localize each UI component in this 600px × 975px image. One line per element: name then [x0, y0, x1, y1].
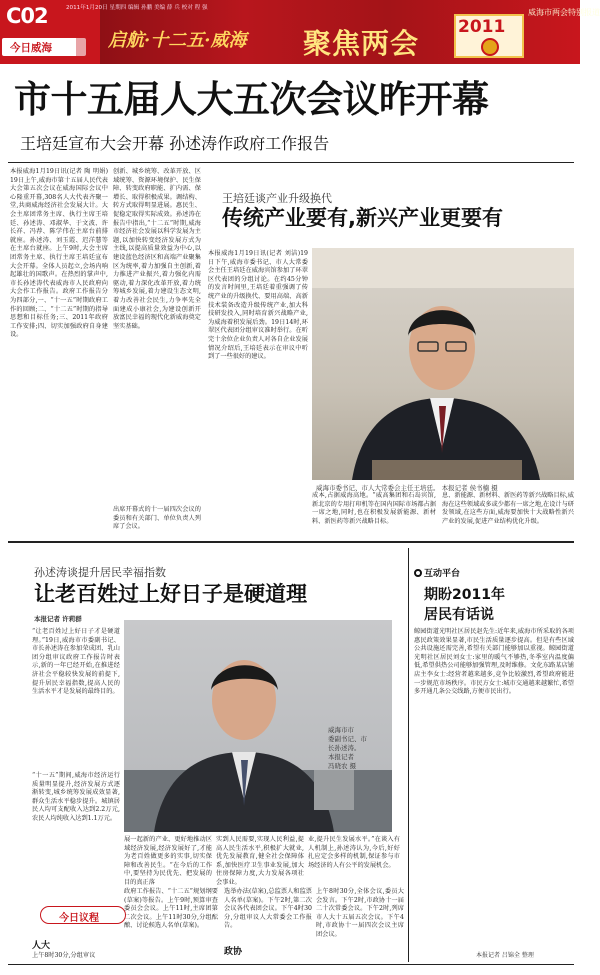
lead-column-3: 出席开幕式的十一届四次会议的委员和有关部门、单位负责人列席了会议。 [113, 506, 201, 531]
section-name: 今日威海 [10, 42, 52, 54]
feature1-kicker: 王培廷谈产业升级换代 [222, 192, 332, 205]
lead-column-2: 创新、城乡统筹、改革开放、区域统筹、资源环境保护、民生保障、转变政府职能、扩内需、保增长、取得积极成果。调结构、转方式取得明显进展。惠民生、促稳定取得实际成效。孙述涛在报告中指出,“十二五”时期,威海市经济社会发展以科学发展为主题,以加快转变经济发展方式为主线,以提高质量效益为中心,以建设蓝色经济区和高端产业聚集区为统率,着力加强自主创新,着力推进产业振兴,着力强化内需驱动,着力深化改革开放,着力统筹城乡发展,着力建设生态文明,着力改善社会民生,力争率先全面建成小康社会,为建设创新开放富民幸福的现代化新威海奠定坚实基础。 [113, 168, 201, 330]
feature1-caption: 威海市委书记、市人大常委会主任王培廷。 本报记者 侯书楠 摄 [316, 484, 498, 492]
feature2-column-5: 业,提升民生发展水平。”在谈入有人机制上,孙述涛认为,今后,好好扎应定会多样的机制,保证参与市场经济的人有公平的发展机会。 [308, 836, 400, 869]
feature2-caption-line: 委副书记、市 [328, 735, 367, 743]
sidebar-title-1: 期盼2011年 [424, 587, 505, 603]
lead-headline: 市十五届人大五次会议昨开幕 [14, 78, 489, 121]
feature2-column-1: “让老百姓过上好日子才是硬道理。”19日,威海市市委副书记、市长孙述涛在参加荣成团、乳山团分组审议政府工作报告时表示,新的一年已经开始,在推进经济社会平稳较快发展的前提下,提升居民幸福指数,提高人民的生活水平才是发展的最终目的。 [32, 628, 120, 696]
sidebar-title-2: 居民有话说 [424, 607, 494, 623]
agenda-group-line: 上午8时30分,分组审议 [32, 952, 96, 959]
year-badge [454, 14, 524, 58]
agenda-group-label: 人大 [32, 941, 51, 951]
agenda-title: 今日议程 [59, 913, 99, 924]
lead-divider [8, 162, 574, 163]
feature2-caption-line: 本报记者 [328, 753, 354, 761]
agenda-column-2: 选举办法(草案),总监票人和监票人名单(草案)。下午2时,第二次会议各代表团会议。下午4时30分,分组审议人大常委会工作报告。 [224, 888, 312, 930]
year-text: 2011 [458, 17, 506, 37]
feature2-byline: 本报记者 许莉群 [34, 615, 82, 623]
section-tab [2, 38, 86, 56]
feature1-column-3: 息、新能源、新材料、新医药等新兴战略目标,威海在这些领域或多或少都有一席之地,在设计与研发领域,在这些方面,威海要加快十大战略性新兴产业的发展,促进产业结构优化升级。 [442, 492, 574, 525]
sidebar-byline: 本报记者 吕锦全 整理 [476, 952, 534, 959]
section-divider [8, 541, 574, 543]
lead-subhead: 王培廷宣布大会开幕 孙述涛作政府工作报告 [20, 134, 330, 153]
agenda-group-label-2: 政协 [224, 947, 243, 957]
agenda-banner [40, 906, 126, 924]
portrait-illustration [312, 248, 574, 480]
feature2-caption-line: 长孙述涛。 [328, 744, 361, 752]
feature2-caption [328, 726, 392, 771]
sidebar-divider [408, 548, 409, 962]
sidebar-section-text: 互动平台 [424, 569, 461, 579]
feature2-kicker: 孙述涛谈提升居民幸福指数 [34, 566, 166, 579]
feature2-caption-line: 冯晓农 摄 [328, 762, 357, 770]
feature1-column-1: 本报威海1月19日讯(记者 刘洁)19日下午,威海市委书记、市人大常委会主任王培廷在威海宾馆参加了环翠区代表团的分组讨论。在约45分钟的发言时间里,王培廷着重强调了传统产业的升级换代、要用高端、高新技术装备改造升级传统产业,加大科技研发投入,同时培育新兴战略产业,为威海着积发展后劲。19日14时,环翠区代表团分组审议准时举行。在听完十余位企业负责人对各自企业发展情况介绍后,王培廷表示在审议中听到了一些很好的建议。 [208, 250, 308, 361]
column-title: 聚焦两会 [303, 27, 420, 60]
feature2-caption-line: 威海市市 [328, 726, 354, 734]
feature2-headline: 让老百姓过上好日子是硬道理 [34, 582, 307, 606]
masthead-rail: 威海市两会特别报道 [528, 8, 600, 17]
masthead [0, 0, 600, 64]
page-number: C02 [6, 4, 48, 28]
date-line: 2011年1月20日 星期四 编辑 孙鹏 美编 薛 兵 校对 程 强 [66, 5, 208, 11]
sidebar-body: 鲸园街道光明社区居民赵先生:近年来,威海市所采取的各项惠民政策效果显著,市民生活质量逐步提高。但是有些区域公共设施还需完善,希望有关部门能够加以重视。鲸园街道光明社区居民刘女士:家里的暖气不够热,冬季室内温度偏低,希望供热公司能够加强管理,及时维修。文化东路某店铺店主李女士:经营者越来越多,竞争比较激烈,希望政府能进一步规范市场秩序。市民方女士:城市交通越来越繁忙,希望多开通几条公交线路,方便市民出行。 [414, 628, 574, 696]
bottom-rule [8, 964, 574, 965]
feature2-column-4: 实到人民需要,实现人民利益,提高人民生活水平,积极扩大就业,优先发展教育,健全社会保障体系,加快医疗卫生事业发展,加大住房保障力度,大力发展各项社会事业。 [216, 836, 304, 886]
emblem-icon [481, 38, 499, 56]
feature2-column-2: “十一五”期间,威海市经济运行质量明显提升,经济发展方式逐渐转变,城乡统筹发展成效显著,群众生活水平稳步提升。城镇居民人均可支配收入达到2.2万元,农民人均纯收入达到1.1万元。 [32, 772, 120, 822]
agenda-column-1: 政府工作报告、“十二五”规划纲要(草案)等报告。上午9时,预算审查委员会会议。上午11时,主席团第二次会议。上午11时30分,分组酝酿、讨论候选人名单(草案)。 [124, 888, 218, 930]
sidebar-section-label [414, 566, 460, 579]
slogan: 启航·十二五·威海 [108, 30, 247, 51]
agenda-column-3: 上午8时30分,全体会议,委员大会发言。下午2时,市政协十一届二十次常委会议。下午2时,列席市人大十五届五次会议。下午4时,市政协十一届四次会议主席团会议。 [316, 888, 404, 938]
feature2-column-3: 展一起新的产业、更好地推动区域经济发展,经济发展好了,才能为老百姓做更多的实事,切实保障和改善民生。“在今后的工作中,要坚持为民优先、把发展的目的真正落 [124, 836, 212, 886]
circle-icon [414, 569, 422, 577]
lead-column-1: 本报威海1月19日讯(记者 陶 明娟)19日上午,威海市第十五届人民代表大会第五次会议在威海国际会议中心隆重开幕,308名人大代表齐聚一堂,共商威海经济社会发展大计。大会主席团常务主席、执行主席王培廷、孙述涛、邓淑华、于文波、许长祥、冯荐、陈学伟在主席台前排就座。孙述涛、刘玉霞、迟洋慧等在主席台就座。上午9时,大会主席团常务主席、执行主席王培廷宣布大会开幕。全体人员起立,会场内响起雄壮的国歌声。在热烈的掌声中,市长孙述涛代表威海市人民政府向大会作工作报告。政府工作报告分为四部分,一、“十一五”时期政府工作的回顾;二、“十二五”时期的指导思想和目标任务;三、2011年政府工作安排;四、切实加强政府自身建设。 [10, 168, 108, 339]
feature1-headline: 传统产业要有,新兴产业更要有 [222, 206, 503, 230]
feature1-photo [312, 248, 574, 480]
feature1-column-2: 成本,占据威海高地。“威高集团和石岛宾馆,新北京的专用打印机等在国内国际市场都占据一席之地,同时,也在积极发展新能源、新材料、新医药等新兴战略目标。 [312, 492, 436, 525]
